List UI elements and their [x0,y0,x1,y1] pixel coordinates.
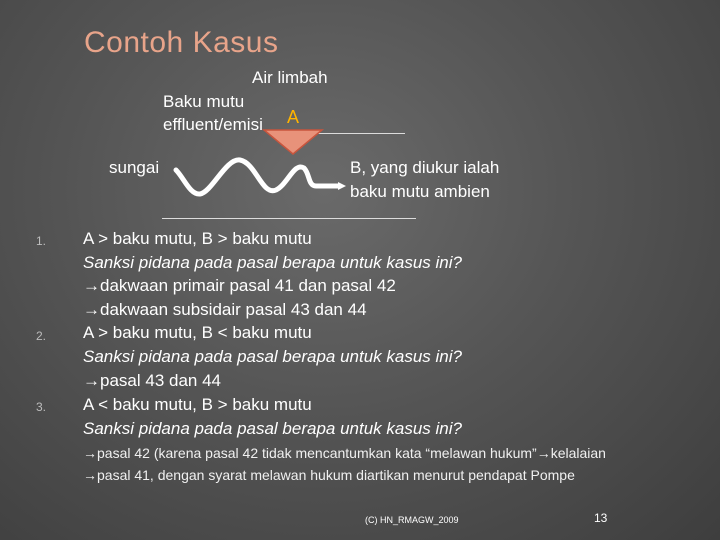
list-number-1: 1. [36,234,47,248]
slide-title: Contoh Kasus [84,26,279,59]
case-3-answer-2: →pasal 41, dengan syarat melawan hukum diartikan menurut pendapat Pompe [83,467,575,483]
footer-credit: (C) HN_RMAGW_2009 [365,515,459,525]
sungai-label: sungai [109,158,160,177]
list-number-2: 2. [36,329,47,343]
case-3-question: Sanksi pidana pada pasal berapa untuk kasus ini? [83,419,462,438]
page-number: 13 [594,511,608,525]
baku-mutu-label-line1: Baku mutu [163,92,245,111]
point-b-arrowhead [338,182,346,190]
point-b-label-line1: B, yang diukur ialah [350,158,500,177]
arrow-right-icon: → [83,300,100,319]
baku-mutu-label-line2: effluent/emisi [163,115,263,134]
arrow-right-icon: → [83,276,100,295]
case-1-question: Sanksi pidana pada pasal berapa untuk kasus ini? [83,253,462,272]
case-1-condition: A > baku mutu, B > baku mutu [83,229,312,248]
arrow-right-icon: → [83,467,97,483]
point-b-label-line2: baku mutu ambien [350,182,490,201]
arrow-right-icon: → [536,445,551,461]
case-3-answer-1: →pasal 42 (karena pasal 42 tidak mencantumkan kata “melawan hukum”→kelalaian [83,445,606,461]
discharge-arrow [264,130,322,154]
list-number-3: 3. [36,400,47,414]
case-2-answer-1: →pasal 43 dan 44 [83,371,221,390]
point-a-label: A [287,107,300,127]
air-limbah-label: Air limbah [252,68,328,87]
case-1-answer-1: →dakwaan primair pasal 41 dan pasal 42 [83,276,396,295]
river-wave [176,160,338,194]
case-1-answer-2: →dakwaan subsidair pasal 43 dan 44 [83,300,367,319]
case-2-question: Sanksi pidana pada pasal berapa untuk kasus ini? [83,347,462,366]
arrow-right-icon: → [83,371,100,390]
case-2-condition: A > baku mutu, B < baku mutu [83,323,312,342]
arrow-right-icon: → [83,445,97,461]
case-3-condition: A < baku mutu, B > baku mutu [83,395,312,414]
